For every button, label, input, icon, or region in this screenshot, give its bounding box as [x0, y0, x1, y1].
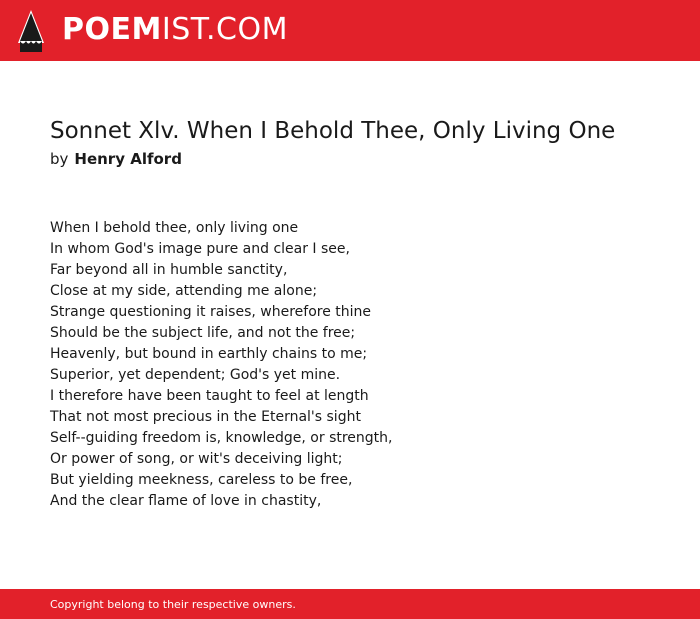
poem-line: Heavenly, but bound in earthly chains to me;	[50, 346, 368, 362]
site-logo[interactable]	[62, 11, 288, 49]
logo-text-bold: POEM	[62, 12, 162, 47]
logo-text-light: IST.COM	[161, 12, 288, 47]
site-footer	[0, 589, 700, 619]
pencil-tip-icon[interactable]	[18, 10, 44, 52]
poem-line: And the clear flame of love in chastity,	[50, 493, 322, 509]
poem-title: Sonnet Xlv. When I Behold Thee, Only Living One	[50, 118, 616, 144]
poem-line: Superior, yet dependent; God's yet mine.	[50, 367, 341, 383]
site-header	[0, 0, 700, 61]
poem-body	[50, 218, 393, 512]
poem-line: Self--guiding freedom is, knowledge, or strength,	[50, 430, 393, 446]
byline	[50, 148, 182, 170]
author-name[interactable]: Henry Alford	[74, 150, 182, 168]
poem-line: Close at my side, attending me alone;	[50, 283, 318, 299]
poem-line: Should be the subject life, and not the free;	[50, 325, 356, 341]
byline-prefix: by	[50, 150, 69, 168]
poem-line: But yielding meekness, careless to be free,	[50, 472, 353, 488]
poem-line: That not most precious in the Eternal's sight	[50, 409, 361, 425]
poem-line: I therefore have been taught to feel at length	[50, 388, 369, 404]
poem-line: In whom God's image pure and clear I see,	[50, 241, 350, 257]
poem-line: Or power of song, or wit's deceiving light;	[50, 451, 343, 467]
poem-line: Strange questioning it raises, wherefore thine	[50, 304, 372, 320]
copyright-text: Copyright belong to their respective owners.	[50, 598, 296, 611]
poem-line: When I behold thee, only living one	[50, 220, 299, 236]
poem-line: Far beyond all in humble sanctity,	[50, 262, 288, 278]
